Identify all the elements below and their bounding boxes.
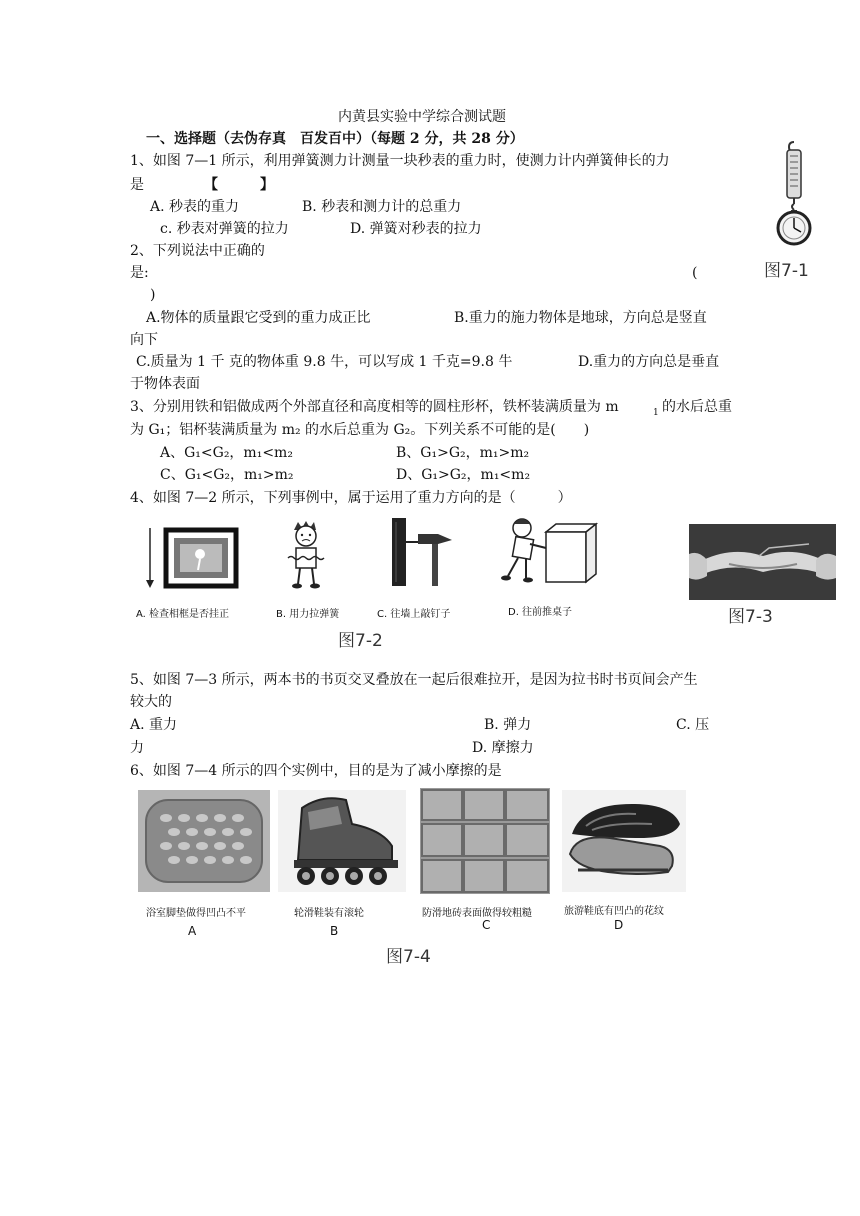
question-5-line-2: 较大的 (130, 694, 172, 710)
figure-7-4-c-letter: C (482, 918, 491, 932)
question-2-option-d: D.重力的方向总是垂直 (578, 354, 720, 370)
figure-7-4-label: 图7-4 (386, 947, 431, 967)
figure-7-2-label: 图7-2 (338, 631, 383, 651)
question-3-option-a: A、G₁<G₂，m₁<m₂ (160, 445, 293, 461)
figure-7-2-a-picture-frame (138, 526, 240, 590)
question-3-line-1a: 3、分别用铁和铝做成两个外部直径和高度相等的圆柱形杯，铁杯装满质量为 m (130, 399, 619, 415)
figure-7-2-c-caption: C. 往墙上敲钉子 (377, 609, 451, 620)
question-5-line-1: 5、如图 7—3 所示，两本书的书页交叉叠放在一起后很难拉开，是因为拉书时书页间会产生 (130, 672, 698, 688)
question-2-option-c: C.质量为 1 千 克的物体重 9.8 牛，可以写成 1 千克=9.8 牛 (136, 354, 513, 370)
figure-7-4-b-inline-skate (278, 790, 406, 892)
question-3-line-1b: 的水后总重 (662, 399, 732, 415)
question-2-line-1: 2、下列说法中正确的 (130, 243, 265, 259)
question-5-option-c: C. 压 (676, 717, 710, 733)
figure-7-4-a-caption: 浴室脚垫做得凹凸不平 (146, 908, 246, 919)
figure-7-2-a-caption: A. 检查相框是否挂正 (136, 609, 230, 620)
question-1-option-a: A. 秒表的重力 (150, 199, 240, 215)
question-2-paren-close: ) (150, 287, 156, 303)
figure-7-4-d-caption: 旅游鞋底有凹凸的花纹 (564, 906, 664, 917)
question-1-line-2: 是 (130, 177, 144, 193)
section-heading: 一、选择题（去伪存真 百发百中）（每题 2 分，共 28 分） (146, 131, 524, 147)
figure-7-4-d-shoe-sole (562, 790, 686, 892)
question-5-option-c-cont: 力 (130, 740, 144, 756)
figure-7-4-d-letter: D (614, 918, 624, 932)
question-3-line-2: 为 G₁；铝杯装满质量为 m₂ 的水后总重为 G₂。下列关系不可能的是( ) (130, 422, 590, 438)
question-2-option-b: B.重力的施力物体是地球，方向总是竖直 (454, 310, 707, 326)
question-2-option-d-cont: 于物体表面 (130, 376, 200, 392)
question-2-line-2: 是: (130, 265, 149, 281)
figure-7-4-c-caption: 防滑地砖表面做得较粗糙 (422, 908, 532, 919)
figure-7-3-label: 图7-3 (728, 607, 773, 627)
figure-7-2-d-pushing-box (496, 514, 600, 592)
question-3-option-d: D、G₁>G₂，m₁<m₂ (396, 467, 531, 483)
question-5-option-a: A. 重力 (130, 717, 178, 733)
question-3-option-c: C、G₁<G₂，m₁>m₂ (160, 467, 294, 483)
figure-7-2-b-caption: B. 用力拉弹簧 (276, 609, 340, 620)
question-1-line-1: 1、如图 7—1 所示，利用弹簧测力计测量一块秒表的重力时，使测力计内弹簧伸长的力 (130, 153, 670, 169)
page-title: 内黄县实验中学综合测试题 (338, 109, 506, 125)
figure-7-2-d-caption: D. 往前推桌子 (508, 607, 573, 618)
question-1-option-c: c. 秒表对弹簧的拉力 (160, 221, 289, 237)
figure-7-1-label: 图7-1 (764, 261, 809, 281)
figure-7-4-b-caption: 轮滑鞋装有滚轮 (294, 908, 364, 919)
figure-7-3-interleaved-books (689, 524, 836, 600)
question-1-option-b: B. 秒表和测力计的总重力 (302, 199, 462, 215)
figure-7-4-a-bath-mat (138, 790, 270, 892)
question-3-option-b: B、G₁>G₂，m₁>m₂ (396, 445, 530, 461)
figure-7-2-b-pulling-spring (276, 518, 336, 592)
question-1-answer-bracket: 【 】 (204, 177, 274, 193)
question-1-option-d: D. 弹簧对秒表的拉力 (350, 221, 482, 237)
figure-7-4-c-rough-tiles (420, 788, 550, 894)
question-2-option-b-cont: 向下 (130, 332, 158, 348)
question-5-option-d: D. 摩擦力 (472, 740, 534, 756)
question-2-paren-open: ( (692, 265, 698, 281)
question-4-line-1: 4、如图 7—2 所示，下列事例中，属于运用了重力方向的是（ ） (130, 490, 572, 506)
figure-7-4-b-letter: B (330, 924, 339, 938)
question-6-line-1: 6、如图 7—4 所示的四个实例中，目的是为了减小摩擦的是 (130, 763, 502, 779)
figure-7-2-c-hammer-nail (382, 516, 462, 588)
question-5-option-b: B. 弹力 (484, 717, 532, 733)
figure-7-1-spring-scale-stopwatch (758, 140, 830, 252)
figure-7-4-a-letter: A (188, 924, 197, 938)
question-2-option-a: A.物体的质量跟它受到的重力成正比 (146, 310, 371, 326)
